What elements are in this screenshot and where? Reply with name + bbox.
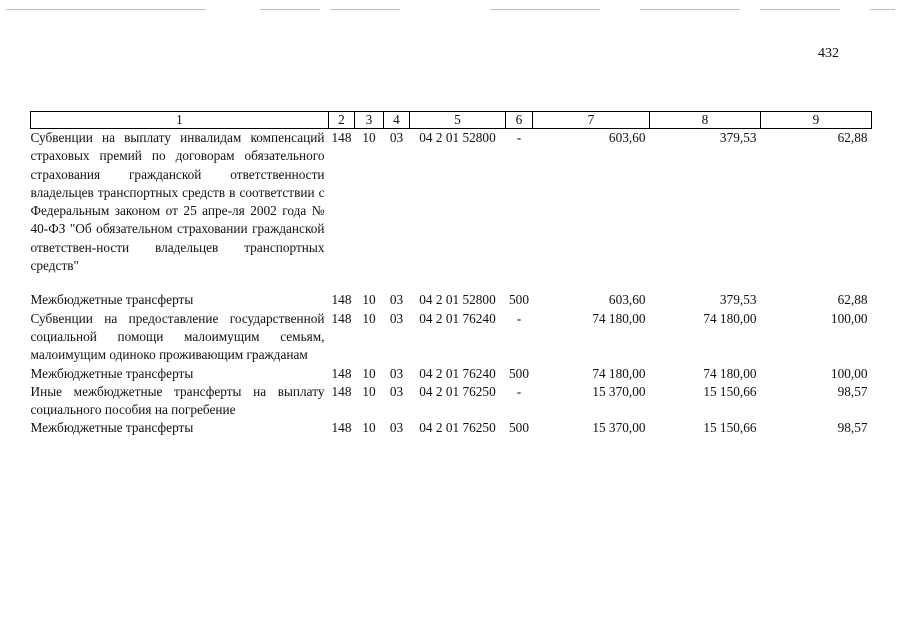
column-header: 4 bbox=[384, 112, 410, 129]
cell-target-code: 04 2 01 76240 bbox=[419, 365, 496, 381]
cell-section: 10 bbox=[362, 292, 376, 308]
cell-ministry: 148 bbox=[331, 365, 352, 381]
row-name: Межбюджетные трансферты bbox=[30, 365, 194, 381]
column-header: 6 bbox=[506, 112, 533, 129]
cell-planned: 603,60 bbox=[608, 130, 646, 145]
cell-ministry: 148 bbox=[331, 383, 352, 399]
cell-executed: 74 180,00 bbox=[703, 310, 757, 326]
cell-section: 10 bbox=[362, 130, 376, 145]
column-header: 7 bbox=[533, 112, 650, 129]
budget-table-container bbox=[30, 111, 871, 438]
row-name: Иные межбюджетные трансферты на выплату социального пособия на погребение bbox=[30, 383, 325, 418]
table-row bbox=[31, 310, 872, 365]
cell-ministry: 148 bbox=[331, 310, 352, 326]
column-header: 8 bbox=[650, 112, 761, 129]
cell-ministry: 148 bbox=[331, 292, 352, 308]
cell-section: 10 bbox=[362, 310, 376, 326]
column-header: 5 bbox=[410, 112, 506, 129]
budget-table bbox=[30, 111, 872, 438]
cell-expense-type: 500 bbox=[509, 292, 529, 308]
cell-percent: 98,57 bbox=[837, 383, 868, 399]
cell-subsection: 03 bbox=[389, 292, 404, 308]
cell-planned: 15 370,00 bbox=[592, 420, 646, 436]
cell-expense-type: 500 bbox=[509, 365, 529, 381]
cell-section: 10 bbox=[362, 420, 376, 436]
cell-percent: 100,00 bbox=[830, 310, 868, 326]
cell-subsection: 03 bbox=[389, 383, 404, 399]
cell-executed: 15 150,66 bbox=[703, 420, 757, 436]
cell-expense-type: - bbox=[516, 383, 522, 399]
cell-planned: 15 370,00 bbox=[592, 383, 646, 399]
row-name: Субвенции на предоставление государственной социальной помощи малоимущим семьям, малоимущим одиноко проживающим гражданам bbox=[30, 310, 325, 363]
header-row bbox=[31, 112, 872, 129]
cell-percent: 98,57 bbox=[837, 420, 868, 436]
cell-percent: 62,88 bbox=[837, 292, 868, 308]
scan-artifacts bbox=[0, 0, 905, 20]
table-row bbox=[31, 291, 872, 309]
row-name: Субвенции на выплату инвалидам компенсаций страховых премий по договорам обязательного страхования гражданской ответственности владельцев транспортных средств в соответствии с Федеральным законом от 25 апре-ля 2002 года № 40-ФЗ "Об обязательном страховании гражданской ответствен-ности владельцев транспортных средств" bbox=[30, 130, 325, 274]
cell-subsection: 03 bbox=[389, 365, 404, 381]
cell-expense-type: - bbox=[516, 310, 522, 326]
cell-subsection: 03 bbox=[389, 310, 404, 326]
table-row bbox=[31, 129, 872, 292]
cell-target-code: 04 2 01 52800 bbox=[419, 292, 496, 308]
cell-ministry: 148 bbox=[331, 130, 352, 145]
table-row bbox=[31, 365, 872, 383]
cell-executed: 74 180,00 bbox=[703, 365, 757, 381]
table-row bbox=[31, 419, 872, 437]
cell-executed: 379,53 bbox=[719, 130, 757, 145]
cell-ministry: 148 bbox=[331, 420, 352, 436]
cell-planned: 74 180,00 bbox=[592, 365, 646, 381]
cell-section: 10 bbox=[362, 365, 376, 381]
row-name: Межбюджетные трансферты bbox=[30, 420, 194, 436]
cell-executed: 379,53 bbox=[719, 292, 757, 308]
column-header: 2 bbox=[329, 112, 355, 129]
page-number: 432 bbox=[818, 46, 839, 61]
column-header: 9 bbox=[761, 112, 872, 129]
cell-target-code: 04 2 01 52800 bbox=[419, 130, 496, 145]
cell-target-code: 04 2 01 76250 bbox=[419, 383, 496, 399]
table-row bbox=[31, 383, 872, 420]
cell-executed: 15 150,66 bbox=[703, 383, 757, 399]
cell-subsection: 03 bbox=[389, 420, 404, 436]
cell-percent: 62,88 bbox=[837, 130, 868, 145]
cell-section: 10 bbox=[362, 383, 376, 399]
column-header: 3 bbox=[355, 112, 384, 129]
cell-planned: 603,60 bbox=[608, 292, 646, 308]
cell-target-code: 04 2 01 76250 bbox=[419, 420, 496, 436]
cell-subsection: 03 bbox=[389, 130, 404, 145]
cell-planned: 74 180,00 bbox=[592, 310, 646, 326]
cell-percent: 100,00 bbox=[830, 365, 868, 381]
cell-target-code: 04 2 01 76240 bbox=[419, 310, 496, 326]
row-name: Межбюджетные трансферты bbox=[30, 292, 194, 308]
column-header: 1 bbox=[31, 112, 329, 129]
cell-expense-type: 500 bbox=[509, 420, 529, 436]
cell-expense-type: - bbox=[516, 130, 522, 145]
